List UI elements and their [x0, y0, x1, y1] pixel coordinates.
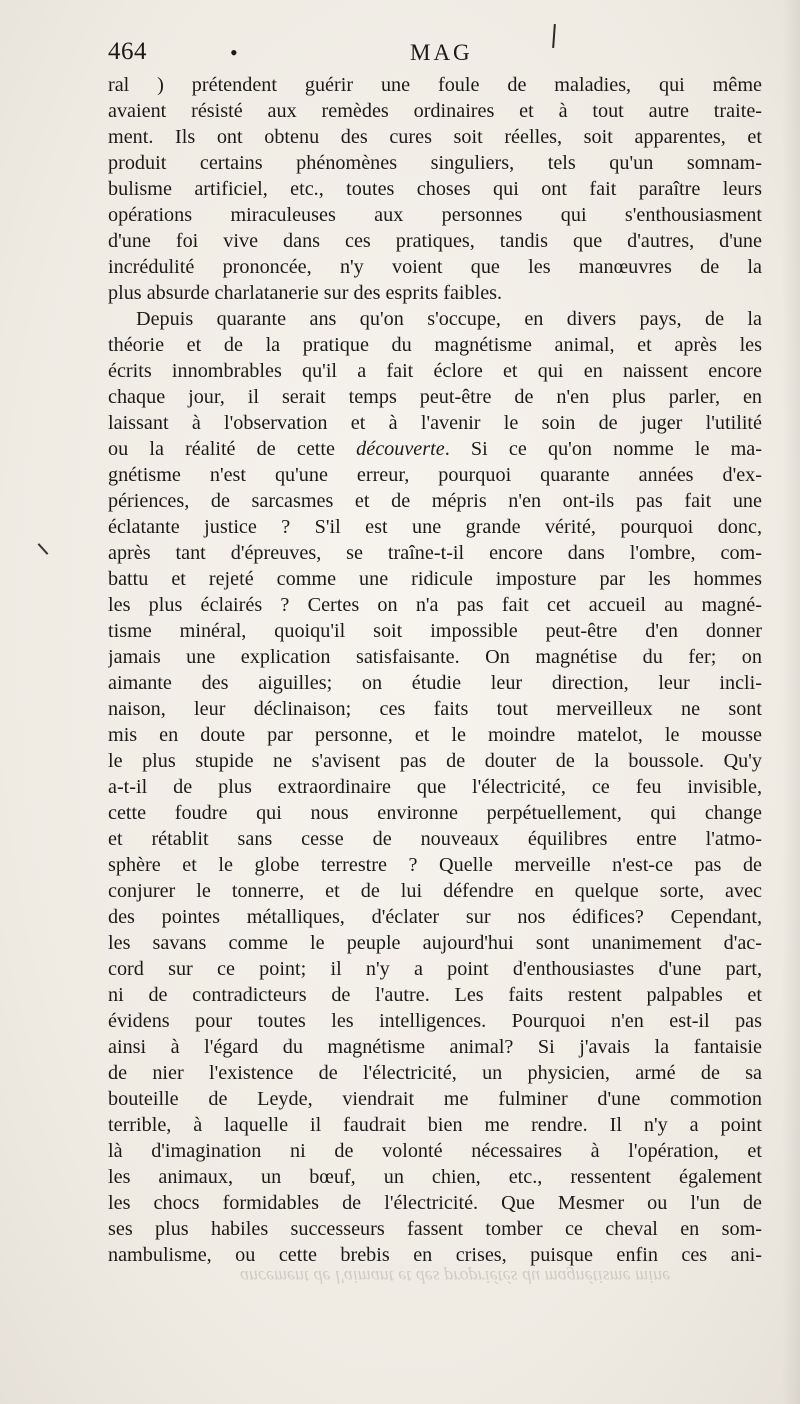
text-line: après tant d'épreuves, se traîne-t-il encore dans l'ombre, com- — [108, 542, 762, 564]
text-line: éclatante justice ? S'il est une grande vérité, pourquoi donc, — [108, 516, 762, 538]
text-line: d'une foi vive dans ces pratiques, tandis que d'autres, d'une — [108, 230, 762, 252]
text-line: les plus éclairés ? Certes on n'a pas fait cet accueil au magné- — [108, 594, 762, 616]
text-line: conjurer le tonnerre, et de lui défendre en quelque sorte, avec — [108, 880, 762, 902]
text-line: ni de contradicteurs de l'autre. Les faits restent palpables et — [108, 984, 762, 1006]
text-line: nambulisme, ou cette brebis en crises, puisque enfin ces ani- — [108, 1244, 762, 1266]
page-number: 464 — [108, 38, 147, 65]
text-line: les savans comme le peuple aujourd'hui sont unanimement d'ac- — [108, 932, 762, 954]
text-line: avaient résisté aux remèdes ordinaires et à tout autre traite- — [108, 100, 762, 122]
text-line: et rétablit sans cesse de nouveaux équilibres entre l'atmo- — [108, 828, 762, 850]
text-line: incrédulité prononcée, n'y voient que les manœuvres de la — [108, 256, 762, 278]
text-line: terrible, à laquelle il faudrait bien me rendre. Il n'y a point — [108, 1114, 762, 1136]
body-text — [108, 72, 762, 1268]
page-header — [108, 38, 760, 74]
bleed-through-text: ancement de l'aimant et des propriétés du magnétisme mine — [240, 1267, 671, 1287]
text-line: des pointes métalliques, d'éclater sur nos édifices? Cependant, — [108, 906, 762, 928]
text-line: jamais une explication satisfaisante. On magnétise du fer; on — [108, 646, 762, 668]
text-line: théorie et de la pratique du magnétisme animal, et après les — [108, 334, 762, 356]
text-line: cette foudre qui nous environne perpétuellement, qui change — [108, 802, 762, 824]
text-line: a-t-il de plus extraordinaire que l'électricité, ce feu invisible, — [108, 776, 762, 798]
emphasized-word: découverte — [356, 438, 445, 460]
text-line: périences, de sarcasmes et de mépris n'en ont-ils pas fait une — [108, 490, 762, 512]
text-line: ainsi à l'égard du magnétisme animal? Si j'avais la fantaisie — [108, 1036, 762, 1058]
text-line: le plus stupide ne s'avisent pas de douter de la boussole. Qu'y — [108, 750, 762, 772]
text-line: ment. Ils ont obtenu des cures soit réelles, soit apparentes, et — [108, 126, 762, 148]
text-line: chaque jour, il serait temps peut-être de n'en plus parler, en — [108, 386, 762, 408]
text-line: les chocs formidables de l'électricité. Que Mesmer ou l'un de — [108, 1192, 762, 1214]
text-line: écrits innombrables qu'il a fait éclore et qui en naissent encore — [108, 360, 762, 382]
text-line: évidens pour toutes les intelligences. Pourquoi n'en est-il pas — [108, 1010, 762, 1032]
text-line: opérations miraculeuses aux personnes qui s'enthousiasment — [108, 204, 762, 226]
text-line: là d'imagination ni de volonté nécessaires à l'opération, et — [108, 1140, 762, 1162]
text-line: produit certains phénomènes singuliers, tels qu'un somnam- — [108, 152, 762, 174]
text-line: mis en doute par personne, et le moindre matelot, le mousse — [108, 724, 762, 746]
header-dot: • — [230, 40, 238, 65]
text-line: aimante des aiguilles; on étudie leur direction, leur incli- — [108, 672, 762, 694]
text-line: battu et rejeté comme une ridicule imposture par les hommes — [108, 568, 762, 590]
text-line: bouteille de Leyde, viendrait me fulminer d'une commotion — [108, 1088, 762, 1110]
text-line: naison, leur déclinaison; ces faits tout merveilleux ne sont — [108, 698, 762, 720]
text-line: bulisme artificiel, etc., toutes choses qui ont fait paraître leurs — [108, 178, 762, 200]
text-line: tisme minéral, quoiqu'il soit impossible peut-être d'en donner — [108, 620, 762, 642]
text-line: sphère et le globe terrestre ? Quelle merveille n'est-ce pas de — [108, 854, 762, 876]
text-line: cord sur ce point; il n'y a point d'enthousiastes d'une part, — [108, 958, 762, 980]
margin-mark — [38, 543, 49, 555]
text-line: laissant à l'observation et à l'avenir le soin de juger l'utilité — [108, 412, 762, 434]
text-line: ses plus habiles successeurs fassent tomber ce cheval en som- — [108, 1218, 762, 1240]
page-edge-shadow — [782, 0, 800, 1404]
text-line: de nier l'existence de l'électricité, un physicien, armé de sa — [108, 1062, 762, 1084]
text-line: ral ) prétendent guérir une foule de maladies, qui même — [108, 74, 762, 96]
text-line: les animaux, un bœuf, un chien, etc., ressentent également — [108, 1166, 762, 1188]
running-head: MAG — [410, 40, 473, 65]
text-line: ou la réalité de cette découverte. Si ce qu'on nomme le ma- — [108, 438, 762, 460]
text-line: Depuis quarante ans qu'on s'occupe, en divers pays, de la — [136, 308, 762, 330]
text-line: plus absurde charlatanerie sur des esprits faibles. — [108, 282, 503, 304]
text-line: gnétisme n'est qu'une erreur, pourquoi quarante années d'ex- — [108, 464, 762, 486]
